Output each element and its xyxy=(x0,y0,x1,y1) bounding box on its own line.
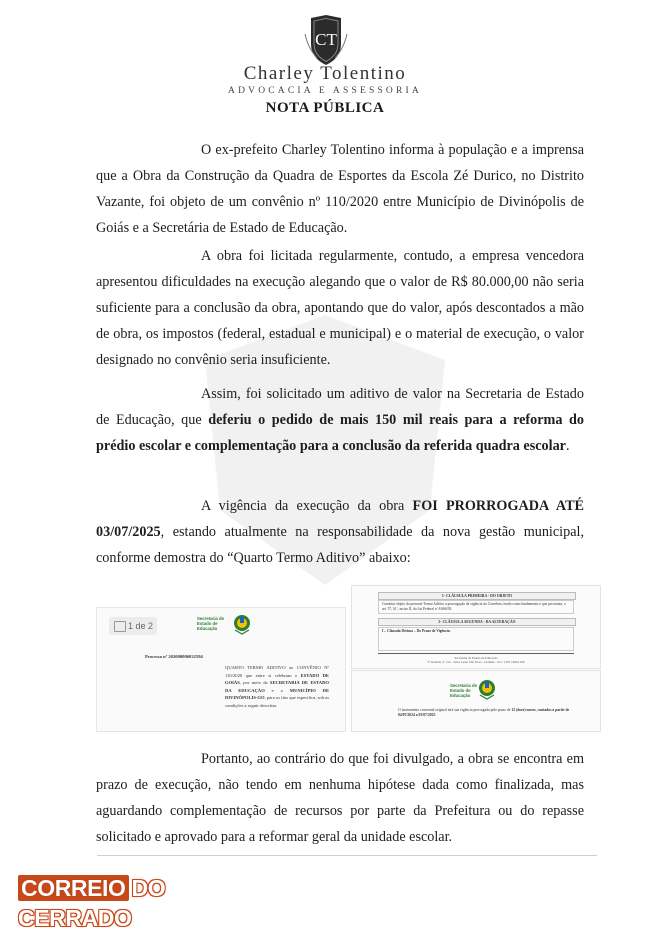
vigencia-text-a: O instrumento convenial original terá sua vigência prorrogada pelo prazo de xyxy=(398,708,512,712)
goias-seal-icon-2 xyxy=(477,678,497,700)
embedded-vigencia-page xyxy=(351,670,601,732)
clause-1-title: 1- CLÁUSULA PRIMEIRA - DO OBJETO xyxy=(378,592,576,600)
termo-text-d: SECRETARIA DE ESTADO DA EDUCAÇÃO xyxy=(225,680,329,693)
clause-2-text: I – Cláusula Décima – Do Prazo de Vigência: xyxy=(378,627,574,651)
termo-text-f: MUNICÍPIO DE DIVINÓPOLIS-GO xyxy=(225,687,330,700)
svg-text:CT: CT xyxy=(315,30,337,49)
paragraph-2: A obra foi licitada regularmente, contudo, a empresa vencedora apresentou dificuldades na execução alegando que o valor de R$ 80.000,00 não seria suficiente para a conclusão da obra, apontando que do valor, após descontados a mão de obra, os impostos (federal, estadual e municipal) e o material de execução, o valor designado no convênio seria insuficiente. xyxy=(96,248,584,368)
clause-divider xyxy=(378,653,574,654)
paragraph-3-text-a: Assim, foi solicitado um aditivo de valor na Secretaria de Estado de Educação, que xyxy=(96,386,584,428)
document-title: NOTA PÚBLICA xyxy=(265,100,385,116)
embedded-clauses-page xyxy=(351,585,601,669)
processo-number: Processo nº 202000006032594 xyxy=(145,654,203,659)
paragraph-5: Portanto, ao contrário do que foi divulgado, a obra se encontra em prazo de execução, não tendo em nenhuma hipótese dada como finalizada, mas aguardando complementação de recursos por parte da Prefeitura ou do repasse solicitado e aprovado para a reformar geral da unidade escolar. xyxy=(96,751,584,845)
ct-monogram-crest-icon xyxy=(303,14,349,66)
footer-brand-part-1: CORREIO xyxy=(18,875,129,901)
brand-name: Charley Tolentino xyxy=(243,63,407,84)
vigencia-text-b: 12 (doze) meses, contados a partir de 04/07/2024 a 03/07/2025 xyxy=(398,708,570,717)
termo-text-e: e o xyxy=(264,687,290,693)
paragraph-1: O ex-prefeito Charley Tolentino informa à população e a imprensa que a Obra da Construção da Quadra de Esportes da Escola Zé Durico, no Distrito Vazante, foi objeto de um convênio nº 110/2020 entre Município de Divinópolis de Goiás e a Secretária de Estado de Educação. xyxy=(96,142,584,236)
page-indicator[interactable] xyxy=(109,617,157,635)
footer-brand-part-2: DO CERRADO xyxy=(18,875,166,931)
paragraph-4-bold: FOI PRORROGADA ATÉ 03/07/2025 xyxy=(96,498,584,540)
paragraph-4-text-c: , estando atualmente na responsabilidade da nova gestão municipal, conforme demostra do “Quarto Termo Aditivo” abaixo: xyxy=(96,524,584,566)
termo-text-c: , por meio da xyxy=(239,680,270,685)
termo-aditivo-text xyxy=(225,664,329,709)
vigencia-text-c: . xyxy=(435,713,437,717)
pages-icon xyxy=(114,621,126,632)
paragraph-3-text-c: . xyxy=(565,438,570,454)
vigencia-text xyxy=(398,708,578,718)
clause-2-title: 2- CLÁUSULA SEGUNDA - DA ALTERAÇÃO xyxy=(378,618,576,626)
termo-text-b: ESTADO DE GOIÁS xyxy=(225,672,329,685)
paragraph-4-text-a: A vigência da execução da obra xyxy=(201,498,413,514)
paragraph-3-bold: deferiu o pedido de mais 150 mil reais para a reforma do prédio escolar e complementação para a conclusão da referida quadra escolar xyxy=(96,412,584,454)
termo-text-g: , para os fins que especifica, sob as condições a seguir descritas: xyxy=(225,695,329,708)
secretaria-label: Secretaria de Estado de Educação xyxy=(197,616,224,631)
footer-line-1: Secretaria de Estado da Educação xyxy=(454,656,498,660)
embedded-document-page-1 xyxy=(96,607,346,732)
goias-seal-icon xyxy=(232,613,252,635)
paragraph-3 xyxy=(96,381,584,459)
page-bottom-divider xyxy=(97,855,597,856)
termo-text-a: QUARTO TERMO ADITIVO ao CONVÊNIO Nº 110/2020 que entre si celebram o xyxy=(225,665,329,678)
correio-do-cerrado-logo xyxy=(18,873,280,931)
footer-line-2: 5ª Avenida, nº 212 - Setor Leste Vila Nova - Goiânia - GO - CEP 74643-030 xyxy=(427,660,525,664)
brand-tagline: ADVOCACIA E ASSESSORIA xyxy=(228,86,422,96)
clause-1-text: Constitui objeto do presente Termo Aditivo a prorrogação da vigência do Convênio, tendo como fundamento o que preconiza, o art. 57, §1º, inciso II, da Lei Federal nº 8.666/93. xyxy=(378,600,574,614)
paragraph-4 xyxy=(96,493,584,571)
page-indicator-label: 1 de 2 xyxy=(128,621,154,631)
secretaria-label-2: Secretaria de Estado de Educação xyxy=(450,683,477,698)
